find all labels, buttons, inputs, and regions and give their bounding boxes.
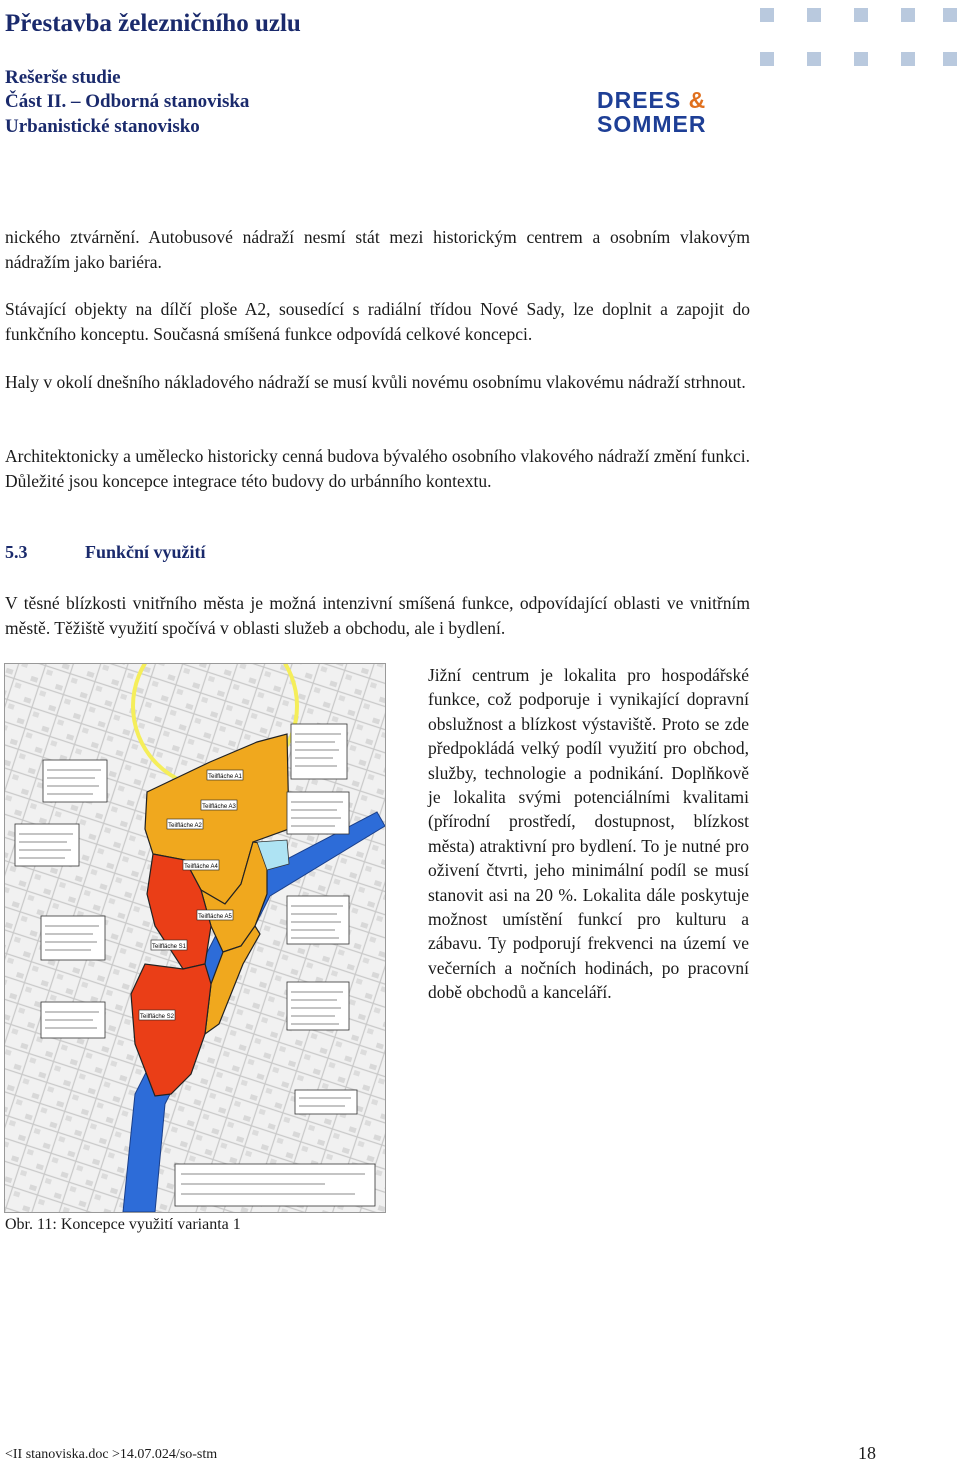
- land-use-map: [4, 663, 386, 1213]
- zone-label-a4: Teilfläche A4: [184, 864, 218, 870]
- decorative-squares: [760, 8, 960, 68]
- document-subtitle-statement: Urbanistické stanovisko: [5, 116, 200, 137]
- section-number: 5.3: [5, 542, 28, 562]
- zone-label-s1: Teilfläche S1: [151, 944, 187, 950]
- document-subtitle-part: Část II. – Odborná stanoviska: [5, 91, 250, 112]
- side-text-south-center: Jižní centrum je lokalita pro hospodářské funkce, což podporuje i vynikající dopravní obslužnost a blízkost výstaviště. Proto se zde předpokládá velký podíl využití pro obchod, služby, technologie a podnikání. Doplňkově je lokalita svými potenciálními kvalitami (přírodní prostředí, dostupnost, blízkost města) atraktivní pro bydlení. To je nutné pro oživení čtvrti, jeho minimální podíl se musí stanovit asi na 20 %. Lokalita dále poskytuje možnost umístění funkcí pro kulturu a zábavu. Ty podporují frekvenci na území ve večerních a nočních hodinách, po pracovní době obchodů a kanceláří.: [428, 665, 749, 1003]
- footer-file-reference: <II stanoviska.doc >14.07.024/so-stm: [5, 1447, 218, 1462]
- section-heading: [5, 542, 206, 563]
- zone-label-a1: Teilfläche A1: [208, 774, 242, 780]
- zone-label-s2: Teilfläche S2: [139, 1014, 175, 1020]
- zone-label-a5: Teilfläche A5: [198, 914, 232, 920]
- zone-label-a2: Teilfläche A2: [168, 823, 202, 829]
- figure-caption: Obr. 11: Koncepce využití varianta 1: [5, 1216, 241, 1233]
- document-subtitle-study: Rešerše studie: [5, 67, 121, 88]
- paragraph-bus-station: nického ztvárnění. Autobusové nádraží nesmí stát mezi historickým centrem a osobním vlakovým nádražím jako bariéra.: [5, 227, 750, 272]
- document-title: Přestavba železničního uzlu: [5, 10, 301, 37]
- page-number: 18: [858, 1443, 876, 1463]
- drees-sommer-logo: DREES & SOMMER: [597, 87, 707, 137]
- paragraph-historic-building: Architektonicky a umělecko historicky cenná budova bývalého osobního vlakového nádraží změní funkci. Důležité jsou koncepce integrace této budovy do urbánního kontextu.: [5, 446, 750, 491]
- section-title: Funkční využití: [85, 542, 206, 562]
- zone-label-a3: Teilfläche A3: [202, 804, 236, 810]
- paragraph-halls: Haly v okolí dnešního nákladového nádraží se musí kvůli novému osobnímu vlakovému nádraží strhnout.: [5, 372, 746, 392]
- paragraph-functional-use: V těsné blízkosti vnitřního města je možná intenzivní smíšená funkce, odpovídající oblasti ve vnitřním městě. Těžiště využití spočívá v oblasti služeb a obchodu, ale i bydlení.: [5, 593, 750, 638]
- paragraph-existing-objects: Stávající objekty na dílčí ploše A2, sousedící s radiální třídou Nové Sady, lze doplnit a zapojit do funkčního konceptu. Současná smíšená funkce odpovídá celkové koncepci.: [5, 299, 750, 344]
